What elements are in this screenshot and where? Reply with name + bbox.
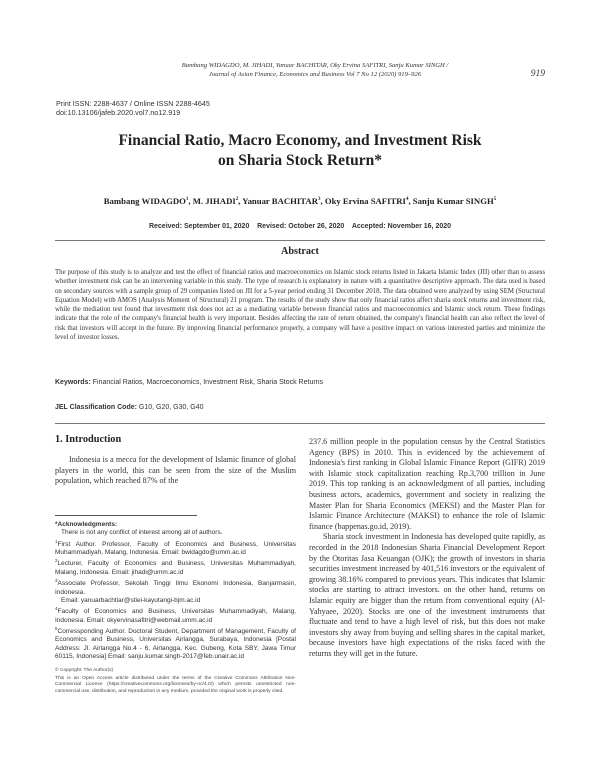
doi-line: doi:10.13106/jafeb.2020.vol7.no12.919 xyxy=(56,108,181,118)
footnote-text: Corressponding Author. Doctoral Student, Department of Management, Faculty of Economics and Business, Universitas Airlangga, Surabaya, Indonesia [Postal Address: Jl. Airlangga No.4 - 6, Airlangga, Kec. Gubeng, Kota SBY, Jawa Timur 60115, Indonesia] Email: sanju.kumar.singh-2017@feb.unair.ac.id xyxy=(55,628,296,660)
footnote-mark: 3 xyxy=(55,578,58,584)
revised-date: Revised: October 26, 2020 xyxy=(257,223,345,230)
author-name: Oky Ervina SAFITRI xyxy=(324,196,406,206)
right-column xyxy=(309,437,545,659)
author-affiliation-mark: 5 xyxy=(493,197,497,203)
body-paragraph: Sharia stock investment in Indonesia has developed quite rapidly, as recorded in the 2018 Indonesian Sharia Financial Development Report by the Otoritas Jasa Keuangan (OJK); the growth of investors in sharia securities investment increased by 401,516 investors or the equivalent of growing 38.16% compared to previous years. This indicates that Islamic stocks are starting to attract investors. on the other hand, returns on Islamic equity are bigger than the return from conventional equity (Al-Yahyaee, 2020). Stocks are one of the investment instruments that fluctuate and tend to have a high level of risk, but this does not make investors shy away from buying and selling shares in the capital market, because investors have high expectations of the risks faced with the returns they will get in the future. xyxy=(309,532,545,658)
abstract-body: The purpose of this study is to analyze and test the effect of financial ratios and macroeconomics on Islamic stock returns listed in Jakarta Islamic Index (JII) other than to assess whether investment risk can be an intervening variable in this study. The type of research is explanatory in nature with a quantitative descriptive approach. The data used is based on secondary sources with a sample group of 29 companies listed on JII for a 5-year period ending 31 December 2018. The data obtained were analyzed by using SEM (Structural Equation Model) with AMOS (Analysis Moment of Structural) 21 program. The results of the study show that only financial ratios affect sharia stock returns and investment risk, while the mediation test found that investment risk does not act as a mediating variable between financial ratios and macroeconomics and Islamic stock return. These findings indicate that the role of the company's financial health is very important. Besides affecting the rate of return obtained, the company's financial health can also reflect the level of risk that investors will accept in the future. By improving financial performance properly, a company will have a positive impact on various interested parties and minimize the level of investor losses. xyxy=(55,269,545,342)
author-affiliation-mark: 1 xyxy=(185,197,189,203)
footnote-mark: 1 xyxy=(55,538,58,544)
footnote-3-email: Email: yanuarbachtiar@stiei-kayutangi-bjm.ac.id xyxy=(61,596,201,604)
footnote-1 xyxy=(55,538,296,558)
keywords-text: Financial Ratios, Macroeconomics, Investment Risk, Sharia Stock Returns xyxy=(92,379,324,386)
divider xyxy=(55,240,545,241)
footnote-text: Faculty of Economics and Business, Universitas Muhammadiyah, Malang, Indonesia. Email: okyervinasafitri@webmail.umm.ac.id xyxy=(55,608,296,624)
copyright-notice xyxy=(55,668,296,696)
received-date: Received: September 01, 2020 xyxy=(148,223,250,230)
issn-line: Print ISSN: 2288-4637 / Online ISSN 2288-4645 xyxy=(56,99,210,108)
footnote-divider xyxy=(55,515,197,516)
footnote-mark: 5 xyxy=(55,625,58,631)
footnotes xyxy=(55,521,296,661)
title-line-1: Financial Ratio, Macro Economy, and Investment Risk xyxy=(118,132,482,149)
running-head-journal: Journal of Asian Finance, Economics and Business Vol 7 No 12 (2020) 919–926 xyxy=(208,71,422,78)
acknowledgments-text: There is not any conflict of interest among all of authors. xyxy=(61,529,223,537)
footnote-mark: 2 xyxy=(55,558,58,564)
footnote-2 xyxy=(55,557,296,577)
section-heading-introduction: 1. Introduction xyxy=(55,434,122,445)
accepted-date: Accepted: November 16, 2020 xyxy=(351,223,452,230)
footnote-3 xyxy=(55,577,296,597)
divider xyxy=(55,423,545,424)
author-affiliation-mark: 2 xyxy=(235,197,239,203)
author-list: Bambang WIDAGDO$^1$, M. JIHADI$^2$, Yanuar BACHITAR$^3$, Oky Ervina SAFITRI$^4$, Sanju Kumar SINGH$^5$ xyxy=(103,196,497,206)
copyright-line: © Copyright: The Author(s) xyxy=(55,668,114,673)
author-name: Bambang WIDAGDO xyxy=(103,196,186,206)
abstract-heading: Abstract xyxy=(281,246,319,257)
running-head-authors: Bambang WIDAGDO, M. JIHADI, Yanuar BACHITAR, Oky Ervina SAFITRI, Sanju Kumar SINGH / xyxy=(181,62,449,69)
page-number: 919 xyxy=(530,69,545,79)
footnote-text: Associate Professor, Sekolah Tinggi Ilmu Ekonomi Indonesia, Banjarmasin, Indonesia. xyxy=(55,580,296,596)
submission-dates xyxy=(50,223,550,230)
title-line-2: on Sharia Stock Return* xyxy=(217,152,383,169)
author-affiliation-mark: 4 xyxy=(405,197,409,203)
issn-block xyxy=(56,99,210,118)
jel-label: JEL Classification Code: xyxy=(55,404,137,411)
keywords-line xyxy=(55,379,545,386)
jel-codes: G10, G20, G30, G40 xyxy=(138,404,204,411)
acknowledgments-label: *Acknowledgments: xyxy=(55,521,118,528)
footnote-4 xyxy=(55,605,296,625)
author-name: M. JIHADI xyxy=(192,196,236,206)
footnote-text: First Author. Professor, Faculty of Economics and Business, Universitas Muhammadiyah, Malang, Indonesia. Email: bwidagdo@umm.ac.id xyxy=(55,540,296,557)
left-column xyxy=(55,434,296,487)
footnote-text: Lecturer, Faculty of Economics and Business, Universitas Muhammadiyah, Malang, Indonesia. Email: jihadi@umm.ac.id xyxy=(55,560,296,576)
running-head xyxy=(120,61,510,79)
footnote-mark: 4 xyxy=(55,606,58,612)
author-name: Sanju Kumar SINGH xyxy=(412,196,494,206)
author-affiliation-mark: 3 xyxy=(317,197,321,203)
keywords-label: Keywords: xyxy=(55,379,91,386)
footnote-5 xyxy=(55,625,296,661)
license-text: This is an Open Access article distributed under the terms of the Creative Commons Attribution Non-Commercial License (https://creativecommons.org/licenses/by-nc/4.0/) which permits unrestricted non-commercial use, distribution, and reproduction in any medium, provided the original work is properly cited. xyxy=(55,675,296,695)
body-paragraph: 237.6 million people in the population census by the Central Statistics Agency (BPS) in 2010. This is evidenced by the achievement of Indonesia's first ranking in Global Islamic Finance Report (GIFR) 2019 with Islamic stock capitalization reaching Rp.3,700 trillion in June 2019. This top ranking is an acknowledgment of all parties, including business actors, academics, government and society in realizing the Master Plan for Sharia Economics (MEKSI) and the Master Plan for Islamic Finance Architecture (MAKSI) to enhance the role of Islamic finance (bappenas.go.id, 2019). xyxy=(309,437,545,531)
author-name: Yanuar BACHITAR xyxy=(242,196,318,206)
jel-line xyxy=(55,404,545,411)
body-paragraph: Indonesia is a mecca for the development of Islamic finance of global players in the world, this can be seen from the size of the Muslim population, which reached 87% of the xyxy=(55,455,296,486)
paper-title xyxy=(60,131,540,171)
